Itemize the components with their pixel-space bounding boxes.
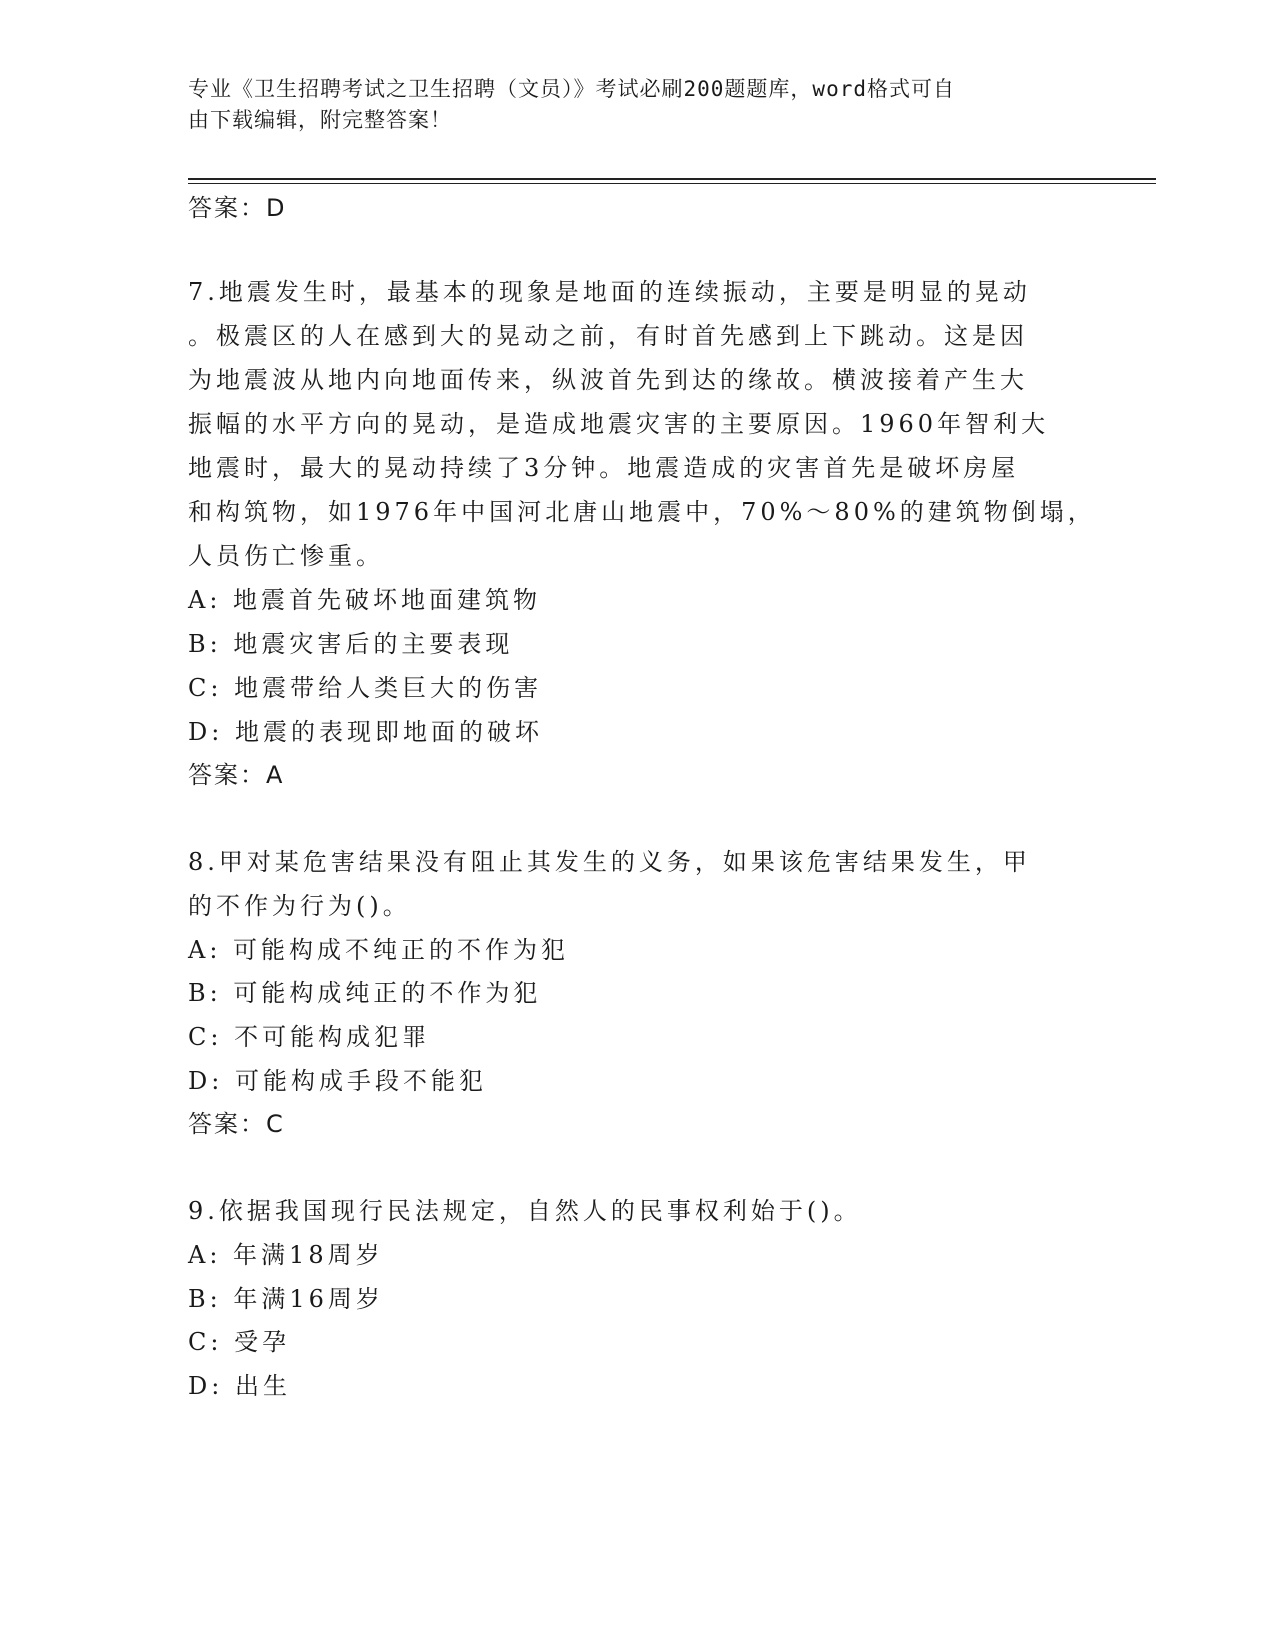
header-rule-thin bbox=[188, 183, 1156, 184]
previous-answer: 答案：D bbox=[188, 194, 287, 222]
q8-text-line: 的不作为行为()。 bbox=[188, 892, 411, 920]
q8-option-a: A: 可能构成不纯正的不作为犯 bbox=[188, 936, 570, 964]
q7-text-line: 振幅的水平方向的晃动，是造成地震灾害的主要原因。1960年智利大 bbox=[188, 410, 1050, 438]
q8-option-c: C: 不可能构成犯罪 bbox=[188, 1023, 431, 1051]
q8-option-b: B: 可能构成纯正的不作为犯 bbox=[188, 979, 542, 1007]
page-header bbox=[188, 74, 1088, 136]
q7-option-b: B: 地震灾害后的主要表现 bbox=[188, 630, 514, 658]
q8-text-line: 8.甲对某危害结果没有阻止其发生的义务，如果该危害结果发生，甲 bbox=[188, 848, 1031, 876]
q9-option-b: B: 年满16周岁 bbox=[188, 1285, 384, 1313]
q7-option-a: A: 地震首先破坏地面建筑物 bbox=[188, 586, 542, 614]
q7-option-d: D: 地震的表现即地面的破坏 bbox=[188, 718, 543, 746]
q7-text-line: 。极震区的人在感到大的晃动之前，有时首先感到上下跳动。这是因 bbox=[188, 322, 1028, 350]
q8-option-d: D: 可能构成手段不能犯 bbox=[188, 1067, 487, 1095]
q9-text-line: 9.依据我国现行民法规定，自然人的民事权利始于()。 bbox=[188, 1197, 862, 1225]
q9-option-c: C: 受孕 bbox=[188, 1328, 291, 1356]
q7-text-line: 为地震波从地内向地面传来，纵波首先到达的缘故。横波接着产生大 bbox=[188, 366, 1028, 394]
q7-option-c: C: 地震带给人类巨大的伤害 bbox=[188, 674, 543, 702]
q7-text-line: 人员伤亡惨重。 bbox=[188, 542, 384, 570]
q7-text-line: 和构筑物，如1976年中国河北唐山地震中，70%～80%的建筑物倒塌， bbox=[188, 498, 1096, 526]
q8-answer: 答案：C bbox=[188, 1110, 285, 1138]
header-line-2: 由下载编辑，附完整答案！ bbox=[188, 108, 452, 132]
header-rule bbox=[188, 178, 1156, 180]
q9-option-a: A: 年满18周岁 bbox=[188, 1241, 384, 1269]
q7-text-line: 7.地震发生时，最基本的现象是地面的连续振动，主要是明显的晃动 bbox=[188, 278, 1031, 306]
header-line-1: 专业《卫生招聘考试之卫生招聘（文员）》考试必刷200题题库，word格式可自 bbox=[188, 77, 955, 101]
q7-text-line: 地震时，最大的晃动持续了3分钟。地震造成的灾害首先是破坏房屋 bbox=[188, 454, 1020, 482]
q7-answer: 答案：A bbox=[188, 761, 285, 789]
q9-option-d: D: 出生 bbox=[188, 1372, 291, 1400]
